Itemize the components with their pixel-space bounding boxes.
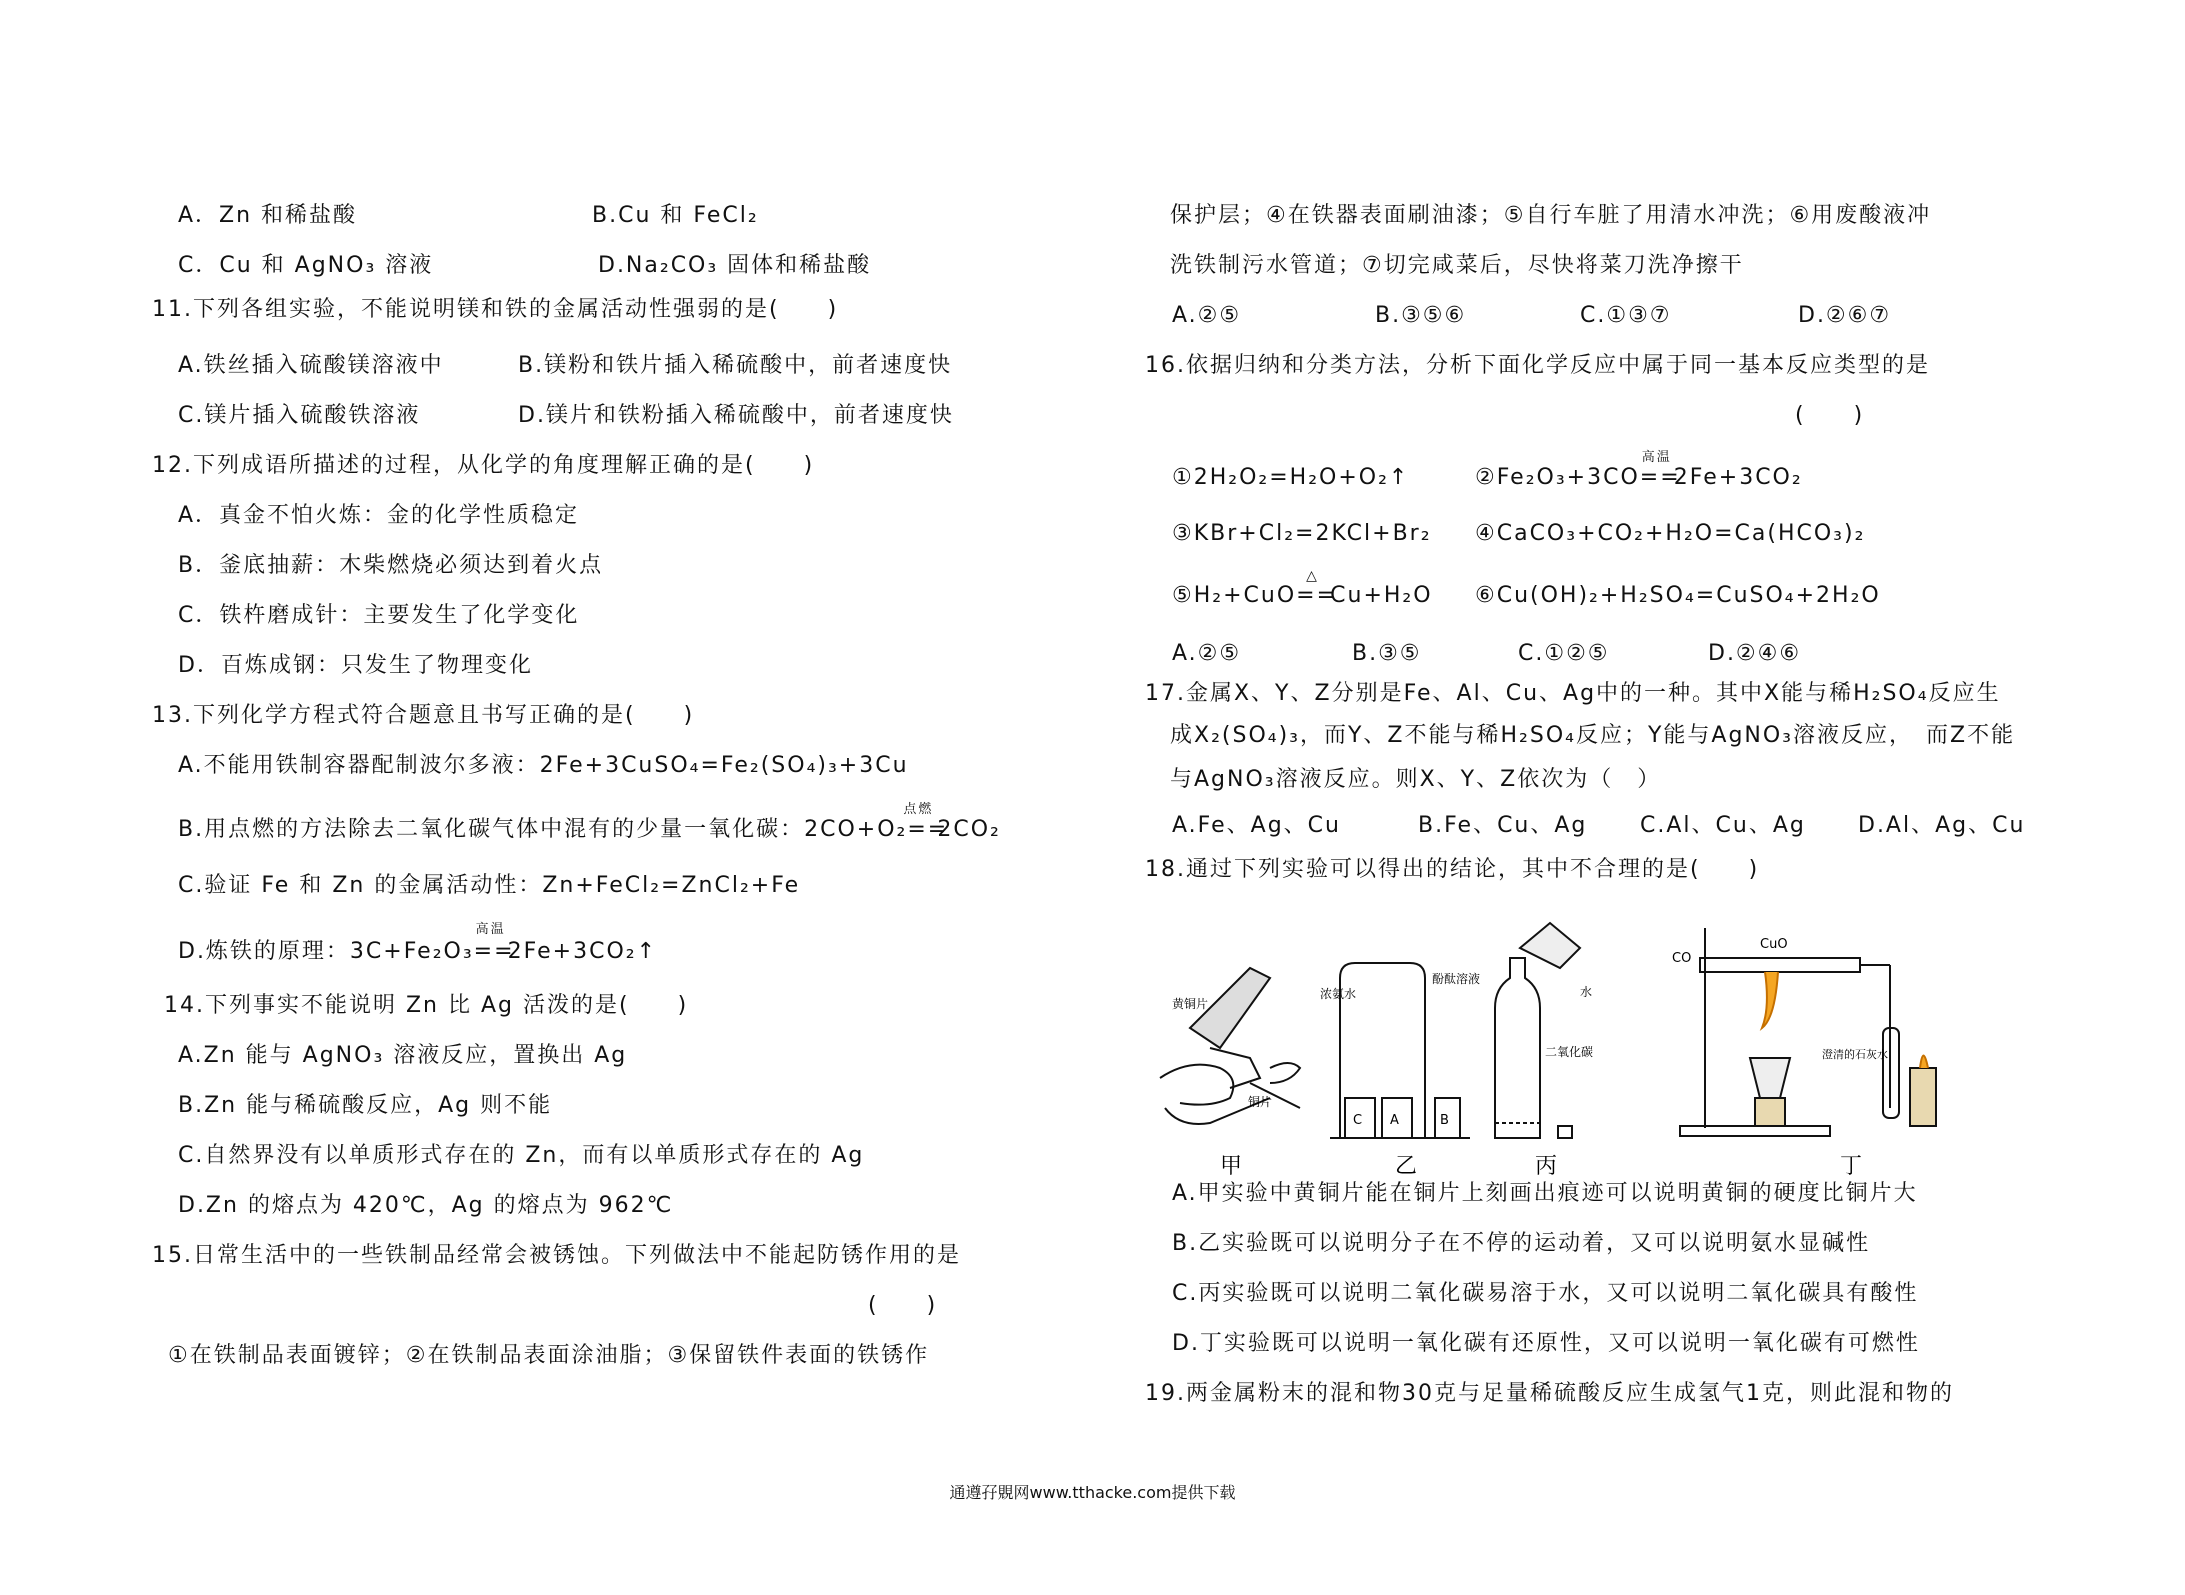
q18-option-c: C.丙实验既可以说明二氧化碳易溶于水，又可以说明二氧化碳具有酸性 — [1172, 1281, 1919, 1306]
q15-option-c: C.①③⑦ — [1580, 303, 1672, 328]
fig-label-nongan: 浓氨水 — [1320, 987, 1357, 1001]
q15-paren: ( ) — [868, 1293, 938, 1318]
q11-option-c: C.镁片插入硫酸铁溶液 — [178, 403, 421, 428]
fig-label-cuo: CuO — [1760, 937, 1788, 952]
q17-option-c: C.Al、Cu、Ag — [1640, 813, 1806, 838]
q13-option-b — [178, 802, 1001, 844]
q16-r5-left: ⑤H₂+CuO — [1172, 583, 1297, 608]
q11-stem: 11.下列各组实验，不能说明镁和铁的金属活动性强弱的是( ) — [152, 297, 839, 322]
q15-body-3: 洗铁制污水管道；⑦切完咸菜后，尽快将菜刀洗净擦干 — [1170, 253, 1744, 278]
q12-option-c: C．铁杵磨成针：主要发生了化学变化 — [178, 603, 580, 628]
q16-option-d: D.②④⑥ — [1708, 641, 1802, 666]
q18-option-b: B.乙实验既可以说明分子在不停的运动着，又可以说明氨水显碱性 — [1172, 1231, 1871, 1256]
q14-option-c: C.自然界没有以单质形式存在的 Zn，而有以单质形式存在的 Ag — [178, 1143, 865, 1168]
q16-paren: ( ) — [1795, 403, 1865, 428]
fig-label-jia: 甲 — [1220, 1154, 1243, 1179]
fig-label-fenzhi: 酚酞溶液 — [1432, 972, 1481, 986]
q16-r2-right: 2Fe+3CO₂ — [1673, 465, 1803, 490]
q15-stem: 15.日常生活中的一些铁制品经常会被锈蚀。下列做法中不能起防锈作用的是 — [152, 1243, 961, 1268]
q17-line-1: 17.金属X、Y、Z分别是Fe、Al、Cu、Ag中的一种。其中X能与稀H₂SO₄反应生 — [1145, 681, 2001, 706]
q13-option-b-text: B.用点燃的方法除去二氧化碳气体中混有的少量一氧化碳：2CO+O₂ — [178, 817, 908, 842]
q16-option-c: C.①②⑤ — [1518, 641, 1610, 666]
q14-option-b: B.Zn 能与稀硫酸反应，Ag 则不能 — [178, 1093, 553, 1118]
q12-option-d: D．百炼成钢：只发生了物理变化 — [178, 653, 533, 678]
fig-label-eryanghuatan: 二氧化碳 — [1545, 1045, 1594, 1059]
q16-r5-sign: △ == — [1296, 582, 1330, 610]
q10-option-d: D.Na₂CO₃ 固体和稀盐酸 — [598, 253, 872, 278]
q14-option-a: A.Zn 能与 AgNO₃ 溶液反应，置换出 Ag — [178, 1043, 628, 1068]
q16-r5-right: Cu+H₂O — [1330, 583, 1433, 608]
q15-body-1: ①在铁制品表面镀锌；②在铁制品表面涂油脂；③保留铁件表面的铁锈作 — [168, 1343, 930, 1368]
fig-label-chengqing: 澄清的石灰水 — [1822, 1048, 1888, 1061]
fig-label-beaker-c: C — [1353, 1113, 1363, 1128]
q13-option-a: A.不能用铁制容器配制波尔多液：2Fe+3CuSO₄=Fe₂(SO₄)₃+3Cu — [178, 753, 909, 778]
q16-stem: 16.依据归纳和分类方法，分析下面化学反应中属于同一基本反应类型的是 — [1145, 353, 1930, 378]
q15-option-b: B.③⑤⑥ — [1375, 303, 1467, 328]
q15-option-a: A.②⑤ — [1172, 303, 1242, 328]
q16-option-b: B.③⑤ — [1352, 641, 1422, 666]
q14-stem: 14.下列事实不能说明 Zn 比 Ag 活泼的是( ) — [164, 993, 689, 1018]
q16-r2-sign: 高温 == — [1640, 464, 1674, 492]
q16-reaction-5 — [1172, 568, 1433, 610]
q13-stem: 13.下列化学方程式符合题意且书写正确的是( ) — [152, 703, 695, 728]
q16-option-a: A.②⑤ — [1172, 641, 1242, 666]
fig-label-ding: 丁 — [1840, 1154, 1863, 1179]
q16-reaction-3: ③KBr+Cl₂=2KCl+Br₂ — [1172, 521, 1432, 546]
q18-option-d: D.丁实验既可以说明一氧化碳有还原性，又可以说明一氧化碳有可燃性 — [1172, 1331, 1920, 1356]
q16-reaction-1: ①2H₂O₂=H₂O+O₂↑ — [1172, 465, 1410, 490]
q19-stem: 19.两金属粉末的混和物30克与足量稀硫酸反应生成氢气1克，则此混和物的 — [1145, 1381, 1954, 1406]
q10-option-b: B.Cu 和 FeCl₂ — [592, 203, 759, 228]
q17-option-b: B.Fe、Cu、Ag — [1418, 813, 1588, 838]
q16-r2-condition: 高温 — [1641, 450, 1672, 465]
q13-option-d-text: D.炼铁的原理：3C+Fe₂O₃ — [178, 939, 474, 964]
q12-option-a: A．真金不怕火炼：金的化学性质稳定 — [178, 503, 580, 528]
q18-stem: 18.通过下列实验可以得出的结论，其中不合理的是( ) — [1145, 857, 1760, 882]
q10-option-c: C．Cu 和 AgNO₃ 溶液 — [178, 253, 434, 278]
fig-label-yi: 乙 — [1395, 1154, 1418, 1179]
q12-stem: 12.下列成语所描述的过程，从化学的角度理解正确的是( ) — [152, 453, 815, 478]
page-footer: 通遵孖覞网www.tthacke.com提供下载 — [949, 1483, 1236, 1502]
q16-reaction-6: ⑥Cu(OH)₂+H₂SO₄=CuSO₄+2H₂O — [1475, 583, 1881, 608]
q17-option-d: D.Al、Ag、Cu — [1858, 813, 2026, 838]
q12-option-b: B．釜底抽薪：木柴燃烧必须达到着火点 — [178, 553, 604, 578]
q11-option-b: B.镁粉和铁片插入稀硫酸中，前者速度快 — [518, 353, 953, 378]
fig-label-bing: 丙 — [1535, 1154, 1558, 1179]
q16-reaction-4: ④CaCO₃+CO₂+H₂O=Ca(HCO₃)₂ — [1475, 521, 1866, 546]
q11-option-a: A.铁丝插入硫酸镁溶液中 — [178, 353, 444, 378]
q18-figure — [1150, 908, 1940, 1198]
fig-ding-co-reduction — [1680, 928, 1936, 1136]
fig-label-shui: 水 — [1580, 985, 1593, 999]
q13-option-d — [178, 922, 658, 966]
q17-option-a: A.Fe、Ag、Cu — [1172, 813, 1341, 838]
q11-option-d: D.镁片和铁粉插入稀硫酸中，前者速度快 — [518, 403, 954, 428]
q13-d-condition-sign: 高温 == — [474, 938, 508, 966]
q16-r2-left: ②Fe₂O₃+3CO — [1475, 465, 1640, 490]
fig-jia-scratch-experiment — [1160, 968, 1300, 1124]
q16-reaction-2 — [1475, 450, 1803, 492]
fig-bing-co2-bottle — [1495, 923, 1580, 1138]
q18-option-a: A.甲实验中黄铜片能在铜片上刻画出痕迹可以说明黄铜的硬度比铜片大 — [1172, 1181, 1918, 1206]
fig-label-beaker-b: B — [1440, 1113, 1449, 1128]
fig-label-co: CO — [1672, 951, 1692, 966]
q17-line-2: 成X₂(SO₄)₃，而Y、Z不能与稀H₂SO₄反应；Y能与AgNO₃溶液反应， 而Z不能 — [1170, 723, 2016, 748]
q13-d-condition: 高温 — [475, 922, 506, 937]
q13-b-condition: 点燃 — [903, 802, 934, 817]
q14-option-d: D.Zn 的熔点为 420℃，Ag 的熔点为 962℃ — [178, 1193, 674, 1218]
q15-option-d: D.②⑥⑦ — [1798, 303, 1892, 328]
fig-label-tongpian: 铜片 — [1248, 1095, 1273, 1109]
q10-option-a: A．Zn 和稀盐酸 — [178, 203, 358, 228]
q17-line-3: 与AgNO₃溶液反应。则X、Y、Z依次为（ ） — [1170, 767, 1662, 792]
fig-label-huangtongpian: 黄铜片 — [1172, 997, 1209, 1011]
q13-option-c: C.验证 Fe 和 Zn 的金属活动性：Zn+FeCl₂=ZnCl₂+Fe — [178, 873, 801, 898]
q13-option-b-product: 2CO₂ — [937, 817, 1001, 842]
fig-label-beaker-a: A — [1390, 1113, 1399, 1128]
q13-b-condition-sign: 点燃 == — [907, 816, 937, 844]
q16-r5-condition: △ — [1306, 568, 1319, 584]
q15-body-2: 保护层；④在铁器表面刷油漆；⑤自行车脏了用清水冲洗；⑥用废酸液冲 — [1170, 203, 1932, 228]
q13-option-d-product: 2Fe+3CO₂↑ — [507, 939, 658, 964]
